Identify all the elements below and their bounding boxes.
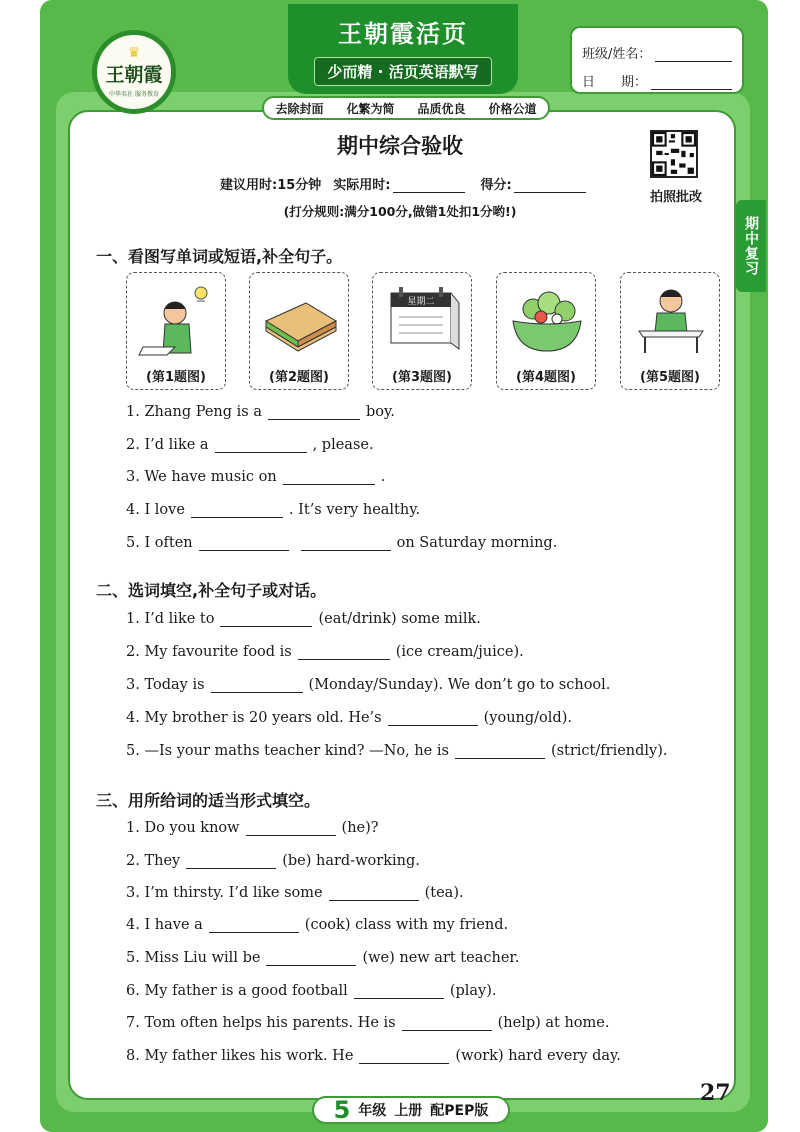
student-info-box [570,26,744,94]
answer-blank[interactable] [211,677,303,693]
s1-question-3 [126,469,385,485]
question-text: on Saturday morning. [396,535,558,551]
question-text: 1. Zhang Peng is a [126,404,262,420]
date-label: 日 期： [582,75,648,90]
publisher-logo [92,30,176,114]
answer-blank[interactable] [220,611,312,627]
question-text: 5. Miss Liu will be [126,950,261,966]
answer-blank[interactable] [191,502,283,518]
s2-question-2 [126,644,524,660]
picture-card-2 [249,272,349,390]
answer-blank[interactable] [354,983,444,999]
slogan-item: 品质优良 [417,101,466,116]
picture-caption: (第5题图) [640,370,700,385]
sandwich-icon [258,279,342,357]
picture-caption: (第2题图) [269,370,329,385]
answer-blank[interactable] [388,710,478,726]
question-text: (cook) class with my friend. [304,917,509,933]
question-text: 4. I love [126,502,185,518]
page-number: 27 [700,1080,731,1106]
salad-bowl-icon [505,279,589,357]
question-text: (eat/drink) some milk. [318,611,481,627]
answer-blank[interactable] [402,1015,492,1031]
answer-blank[interactable] [266,950,356,966]
grade-number: 5 [333,1096,351,1124]
time-score-line [220,174,596,193]
answer-blank[interactable] [329,885,419,901]
side-tab-midterm-review: 期中复习 [736,200,766,292]
question-text: . [380,469,386,485]
question-text: 4. My brother is 20 years old. He’s [126,710,382,726]
question-text: boy. [365,404,395,420]
date-field[interactable] [651,76,732,90]
question-text: (we) new art teacher. [362,950,520,966]
question-text: (young/old). [483,710,572,726]
section-1-heading: 一、看图写单词或短语,补全句子。 [96,247,343,266]
s2-question-5 [126,743,668,759]
page-title: 期中综合验收 [337,134,463,158]
question-text: 3. Today is [126,677,205,693]
slogan-item: 价格公道 [488,101,537,116]
qr-label: 拍照批改 [649,190,702,205]
picture-card-4 [496,272,596,390]
question-text: . It’s very healthy. [288,502,421,518]
question-text: (ice cream/juice). [395,644,524,660]
s3-question-5 [126,950,519,966]
question-text: (work) hard every day. [455,1048,621,1064]
slogan-item: 去除封面 [275,101,324,116]
question-text: 7. Tom often helps his parents. He is [126,1015,396,1031]
question-text: 5. I often [126,535,193,551]
question-text: 8. My father likes his work. He [126,1048,354,1064]
s3-question-8 [126,1048,621,1064]
question-text: (help) at home. [497,1015,610,1031]
answer-blank[interactable] [199,535,289,551]
question-text: (Monday/Sunday). We don’t go to school. [308,677,611,693]
qr-code-graphic [652,132,696,176]
s1-question-2 [126,437,374,453]
slogan-item: 化繁为简 [346,101,395,116]
question-text: (tea). [424,885,464,901]
s3-question-6 [126,983,497,999]
answer-blank[interactable] [186,853,276,869]
s3-question-4 [126,917,508,933]
picture-caption: (第1题图) [146,370,206,385]
s3-question-3 [126,885,464,901]
question-text: 6. My father is a good football [126,983,348,999]
answer-blank[interactable] [215,437,307,453]
question-text: (strict/friendly). [550,743,668,759]
question-text: 1. I’d like to [126,611,215,627]
grade-footer [312,1096,510,1124]
question-text: 5. —Is your maths teacher kind? —No, he is [126,743,449,759]
picture-caption: (第3题图) [392,370,452,385]
section-2-heading: 二、选词填空,补全句子或对话。 [96,581,327,600]
s1-question-5 [126,535,557,551]
crown-icon: ♛ [127,45,141,61]
s3-question-1 [126,820,379,836]
question-text: 4. I have a [126,917,203,933]
logo-subtext: 中华名社 服务教育 [109,91,159,98]
answer-blank[interactable] [283,469,375,485]
actual-time-field[interactable] [393,179,465,193]
picture-caption: (第4题图) [516,370,576,385]
question-text: (play). [449,983,497,999]
thinking-boy-icon [135,279,219,357]
question-text: 2. My favourite food is [126,644,292,660]
boy-doing-homework-icon [629,279,713,357]
question-text: (be) hard-working. [282,853,420,869]
s1-question-1 [126,404,395,420]
suggested-time: 建议用时:15分钟 [220,178,322,193]
calendar-icon [381,279,465,357]
question-text: , please. [312,437,374,453]
answer-blank[interactable] [209,917,299,933]
class-name-line [582,34,732,62]
answer-blank[interactable] [268,404,360,420]
s3-question-2 [126,853,420,869]
score-field[interactable] [514,179,586,193]
brand-title: 王朝霞活页 [338,20,468,48]
picture-card-1 [126,272,226,390]
brand-banner [288,4,518,94]
class-name-label: 班级/姓名： [582,47,652,62]
s2-question-1 [126,611,481,627]
picture-card-3 [372,272,472,390]
answer-blank[interactable] [246,820,336,836]
answer-blank[interactable] [298,644,390,660]
question-text: 2. They [126,853,181,869]
question-text: 2. I’d like a [126,437,209,453]
question-text: 3. We have music on [126,469,277,485]
date-line [582,62,732,90]
question-text: 1. Do you know [126,820,240,836]
brand-subtitle: 少而精 · 活页英语默写 [314,57,491,86]
question-text: (he)? [341,820,379,836]
edition-text: 配PEP版 [430,1103,489,1119]
logo-text: 王朝霞 [105,64,163,86]
s2-question-3 [126,677,610,693]
calendar-day-text: 星期二 [407,297,435,307]
qr-code-icon[interactable] [650,130,698,178]
scoring-rules: (打分规则:满分100分,做错1处扣1分哟!) [283,204,517,219]
actual-time-label: 实际用时: [333,178,391,193]
answer-blank[interactable] [359,1048,449,1064]
answer-blank[interactable] [301,535,391,551]
class-name-field[interactable] [655,48,732,62]
slogan-bar [262,96,550,120]
s1-question-4 [126,502,420,518]
section-3-heading: 三、用所给词的适当形式填空。 [96,791,321,810]
answer-blank[interactable] [455,743,545,759]
grade-text: 年级 [358,1103,387,1119]
s2-question-4 [126,710,572,726]
picture-card-5 [620,272,720,390]
volume-text: 上册 [394,1103,423,1119]
s3-question-7 [126,1015,609,1031]
score-label: 得分: [480,178,512,193]
question-text: 3. I’m thirsty. I’d like some [126,885,323,901]
